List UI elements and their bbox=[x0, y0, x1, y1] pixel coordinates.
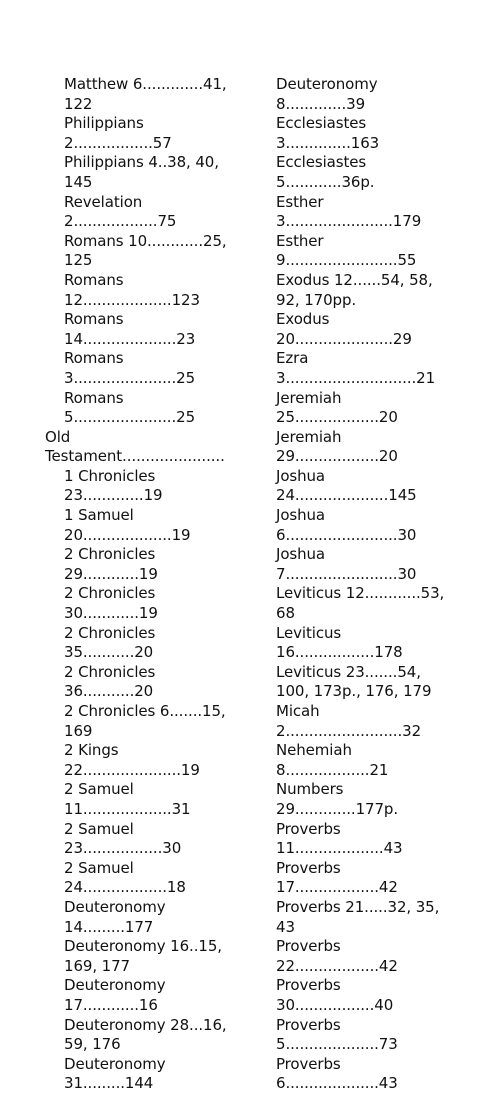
index-column-right bbox=[276, 75, 456, 1094]
index-entry: Leviticus 12............53, 68 bbox=[276, 584, 445, 623]
index-entry: 2 Kings 22.....................19 bbox=[64, 741, 200, 779]
index-entry: Numbers 29.............177p. bbox=[276, 780, 398, 818]
index-entry: 2 Chronicles 30............19 bbox=[64, 584, 158, 623]
index-entry: Exodus 20.....................29 bbox=[276, 310, 412, 348]
index-entry: Proverbs 21.....32, 35, 43 bbox=[276, 897, 440, 936]
index-entry: 2 Chronicles 29............19 bbox=[64, 545, 158, 583]
index-entry: Philippians 4..38, 40, 145 bbox=[64, 153, 219, 191]
index-entry: Deuteronomy 16..15, 169, 177 bbox=[64, 937, 222, 975]
index-entry: Joshua 6........................30 bbox=[276, 506, 417, 544]
index-entry: Micah 2.........................32 bbox=[276, 702, 422, 740]
index-entry: Proverbs 11...................43 bbox=[276, 819, 403, 858]
index-entry: 2 Samuel 11...................31 bbox=[64, 780, 191, 818]
index-entry: Leviticus 16.................178 bbox=[276, 623, 403, 662]
index-entry: Ecclesiastes 3..............163 bbox=[276, 114, 380, 152]
index-entry: Esther 3.......................179 bbox=[276, 192, 422, 231]
index-entry: Ezra 3............................21 bbox=[276, 349, 436, 387]
index-entry: Deuteronomy 28...16, 59, 176 bbox=[64, 1015, 227, 1054]
index-entry: 1 Samuel 20...................19 bbox=[64, 506, 191, 544]
index-entry: Jeremiah 25..................20 bbox=[276, 388, 398, 427]
index-entry: 2 Samuel 24..................18 bbox=[64, 858, 186, 897]
index-entry: Revelation 2..................75 bbox=[64, 192, 177, 231]
index-entry: 2 Chronicles 36...........20 bbox=[64, 662, 156, 701]
index-entry: Proverbs 5....................73 bbox=[276, 1015, 398, 1054]
index-entry: Romans 5......................25 bbox=[64, 388, 196, 427]
index-entry: Proverbs 17..................42 bbox=[276, 858, 398, 897]
index-entry: Romans 14....................23 bbox=[64, 310, 196, 348]
index-column-left bbox=[45, 75, 243, 1094]
index-entry: Deuteronomy 14.........177 bbox=[64, 897, 166, 936]
index-entry: Romans 3......................25 bbox=[64, 349, 196, 387]
index-entry: Deuteronomy 17............16 bbox=[64, 976, 166, 1014]
index-entry: Proverbs 6....................43 bbox=[276, 1054, 398, 1093]
index-entry: Romans 12...................123 bbox=[64, 270, 200, 309]
section-heading: Old Testament...................... bbox=[45, 427, 225, 466]
index-entry: Jeremiah 29..................20 bbox=[276, 427, 398, 466]
index-entry: 2 Chronicles 6.......15, 169 bbox=[64, 702, 226, 740]
index-entry: Matthew 6.............41, 122 bbox=[64, 75, 227, 113]
index-entry: Ecclesiastes 5............36p. bbox=[276, 153, 375, 191]
index-entry: 1 Chronicles 23.............19 bbox=[64, 466, 163, 505]
index-entry: Philippians 2.................57 bbox=[64, 114, 172, 152]
index-entry: 2 Chronicles 35...........20 bbox=[64, 623, 156, 662]
index-entry: Nehemiah 8..................21 bbox=[276, 741, 389, 779]
index-entry: Romans 10............25, 125 bbox=[64, 231, 227, 270]
index-entry: 2 Samuel 23.................30 bbox=[64, 819, 182, 858]
index-entry: Deuteronomy 8.............39 bbox=[276, 75, 378, 113]
index-entry: Joshua 7........................30 bbox=[276, 545, 417, 583]
index-entry: Deuteronomy 31.........144 bbox=[64, 1054, 166, 1093]
index-entry: Leviticus 23.......54, 100, 173p., 176, 179 bbox=[276, 662, 432, 701]
index-entry: Exodus 12......54, 58, 92, 170pp. bbox=[276, 270, 433, 309]
index-entry: Proverbs 22..................42 bbox=[276, 937, 398, 975]
index-entry: Proverbs 30.................40 bbox=[276, 976, 394, 1014]
index-entry: Esther 9........................55 bbox=[276, 231, 417, 270]
index-entry: Joshua 24....................145 bbox=[276, 466, 417, 505]
